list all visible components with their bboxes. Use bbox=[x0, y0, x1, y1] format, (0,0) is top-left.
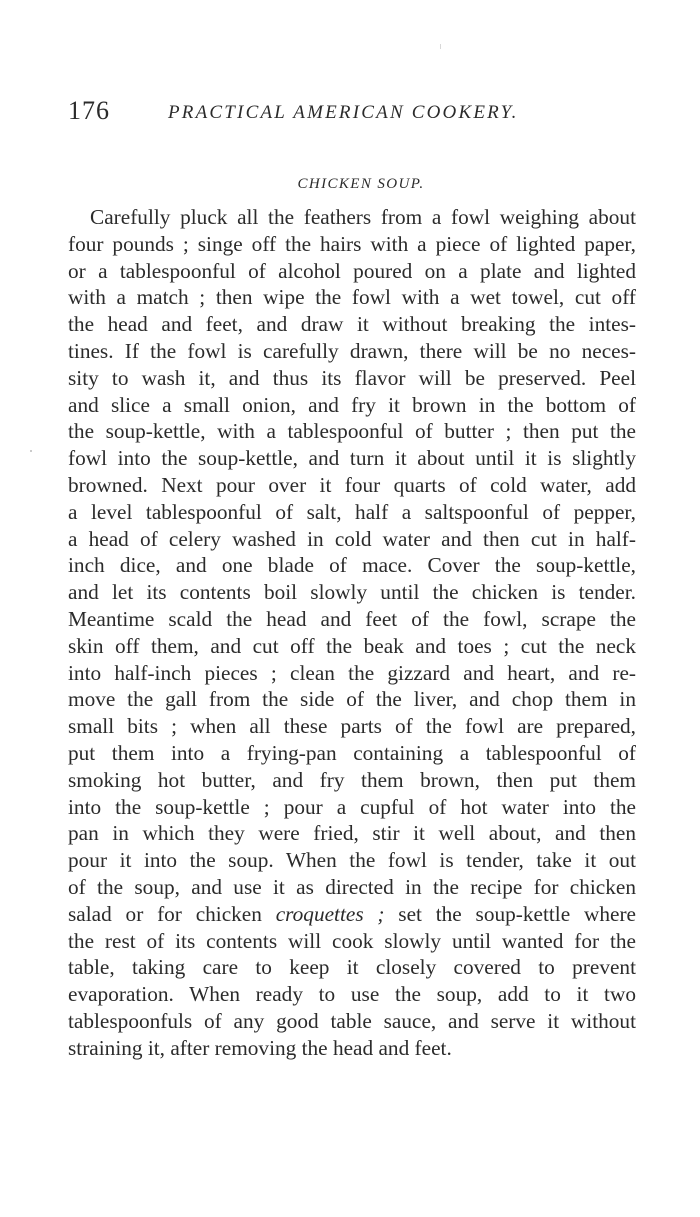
running-head bbox=[68, 96, 638, 132]
text-line: pour it into the soup. When the fowl is tender, take it out bbox=[68, 848, 636, 873]
text-line: into half-inch pieces ; clean the gizzard and heart, and re- bbox=[68, 660, 636, 685]
text-line: a head of celery washed in cold water and then cut in half- bbox=[68, 526, 636, 551]
italic-term: croquettes ; bbox=[275, 901, 385, 926]
recipe-body bbox=[68, 204, 636, 1062]
text-line: the soup-kettle, with a tablespoonful of butter ; then put the bbox=[68, 419, 636, 444]
text-line: a level tablespoonful of salt, half a saltspoonful of pepper, bbox=[68, 499, 636, 524]
text-line: smoking hot butter, and fry them brown, then put them bbox=[68, 767, 636, 792]
text-line: evaporation. When ready to use the soup, add to it two bbox=[68, 982, 636, 1007]
text-line: table, taking care to keep it closely covered to prevent bbox=[68, 955, 636, 980]
text-line: skin off them, and cut off the beak and toes ; cut the neck bbox=[68, 633, 636, 658]
text-line: the rest of its contents will cook slowly until wanted for the bbox=[68, 928, 636, 953]
recipe-title: CHICKEN SOUP. bbox=[297, 176, 425, 192]
text-line: tablespoonfuls of any good table sauce, and serve it without bbox=[68, 1008, 636, 1033]
text-line: browned. Next pour over it four quarts of cold water, add bbox=[68, 472, 636, 497]
text-line: tines. If the fowl is carefully drawn, there will be no neces- bbox=[68, 338, 636, 363]
running-title: PRACTICAL AMERICAN COOKERY. bbox=[168, 102, 519, 123]
text-line: small bits ; when all these parts of the fowl are prepared, bbox=[68, 714, 636, 739]
text-run: set the soup-kettle where bbox=[384, 901, 636, 926]
text-line: put them into a frying-pan containing a tablespoonful of bbox=[68, 740, 636, 765]
text-line: and slice a small onion, and fry it brown in the bottom of bbox=[68, 392, 636, 417]
text-line: pan in which they were fried, stir it well about, and then bbox=[68, 821, 636, 846]
text-line: move the gall from the side of the liver, and chop them in bbox=[68, 687, 636, 712]
text-line: fowl into the soup-kettle, and turn it about until it is slightly bbox=[68, 446, 636, 471]
text-line: sity to wash it, and thus its flavor will be preserved. Peel bbox=[68, 365, 636, 390]
text-line: or a tablespoonful of alcohol poured on a plate and lighted bbox=[68, 258, 636, 283]
scan-mark bbox=[440, 44, 441, 49]
text-line: the head and feet, and draw it without breaking the intes- bbox=[68, 312, 636, 337]
scan-speck bbox=[30, 450, 32, 452]
text-line: straining it, after removing the head and feet. bbox=[68, 1035, 452, 1060]
text-line: and let its contents boil slowly until the chicken is tender. bbox=[68, 580, 636, 605]
text-line: Meantime scald the head and feet of the fowl, scrape the bbox=[68, 606, 636, 631]
text-line: Carefully pluck all the feathers from a fowl weighing about bbox=[90, 205, 636, 229]
text-run: salad or for chicken bbox=[68, 901, 276, 926]
text-line: four pounds ; singe off the hairs with a piece of lighted paper, bbox=[68, 231, 636, 256]
text-line bbox=[68, 901, 636, 928]
page-number: 176 bbox=[68, 96, 110, 125]
text-line: inch dice, and one blade of mace. Cover the soup-kettle, bbox=[68, 553, 636, 578]
text-line: with a match ; then wipe the fowl with a wet towel, cut off bbox=[68, 285, 636, 310]
text-line: into the soup-kettle ; pour a cupful of hot water into the bbox=[68, 794, 636, 819]
text-line: of the soup, and use it as directed in the recipe for chicken bbox=[68, 874, 636, 899]
